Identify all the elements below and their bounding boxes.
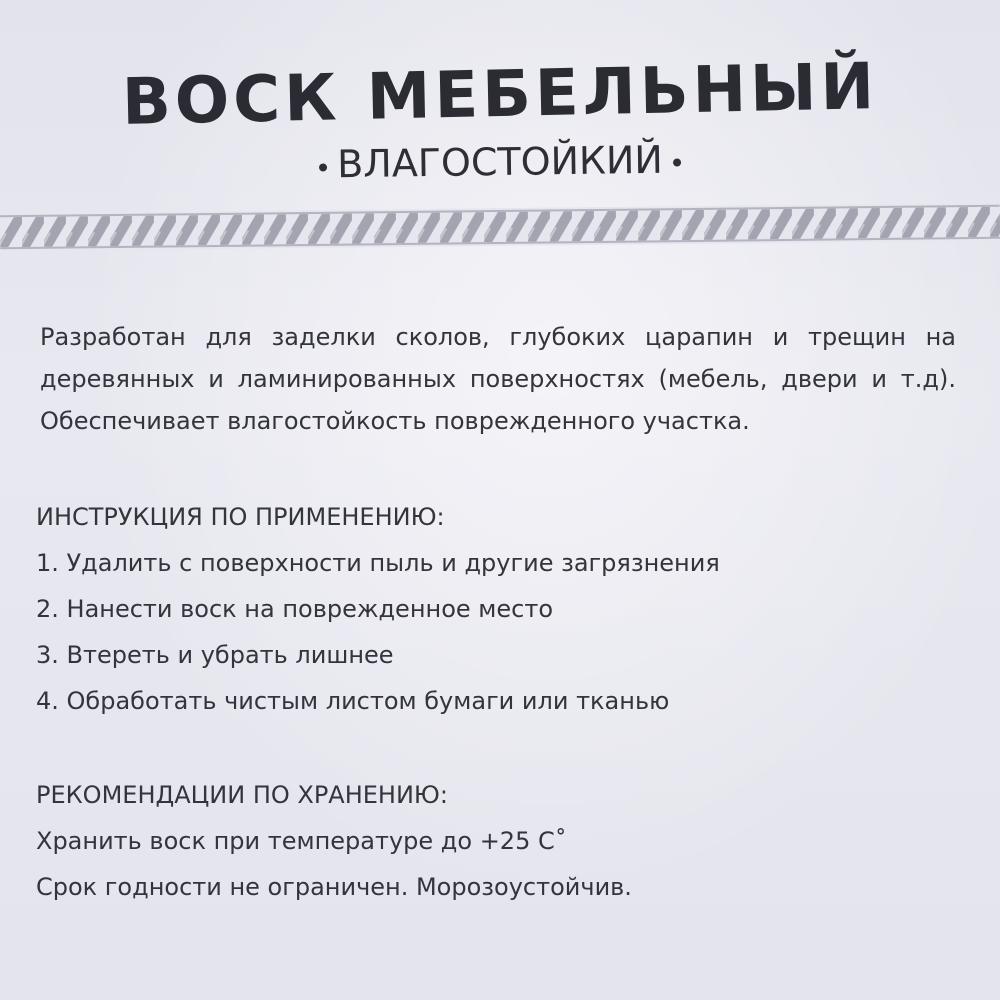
storage-shelf-life: Срок годности не ограничен. Морозоустойчив. [36,873,632,901]
bullet-dot-left [319,163,327,171]
instructions-section [36,494,720,724]
instructions-heading: ИНСТРУКЦИЯ ПО ПРИМЕНЕНИЮ: [36,503,445,531]
instruction-step: 2. Нанести воск на поврежденное место [36,595,554,623]
storage-temperature: Хранить воск при температуре до +25 С˚ [36,827,567,855]
description-line-1: Разработан для заделки сколов, глубоких царапин и трещин на [40,323,956,351]
description-line-3: Обеспечивает влагостойкость поврежденного участка. [40,407,750,435]
instruction-step: 1. Удалить с поверхности пыль и другие загрязнения [36,549,720,577]
rope-divider [0,203,1000,251]
product-title: ВОСК МЕБЕЛЬНЫЙ [121,50,879,140]
product-subtitle: ВЛАГОСТОЙКИЙ [336,137,664,187]
instruction-step: 3. Втереть и убрать лишнее [36,641,394,669]
product-subtitle-row [0,133,1000,191]
description-block [40,316,956,442]
description-line-2: деревянных и ламинированных поверхностях (мебель, двери и т.д). [40,365,956,393]
storage-section [36,772,632,910]
bullet-dot-right [673,158,681,166]
instruction-step: 4. Обработать чистым листом бумаги или тканью [36,687,670,715]
storage-heading: РЕКОМЕНДАЦИИ ПО ХРАНЕНИЮ: [36,781,448,809]
